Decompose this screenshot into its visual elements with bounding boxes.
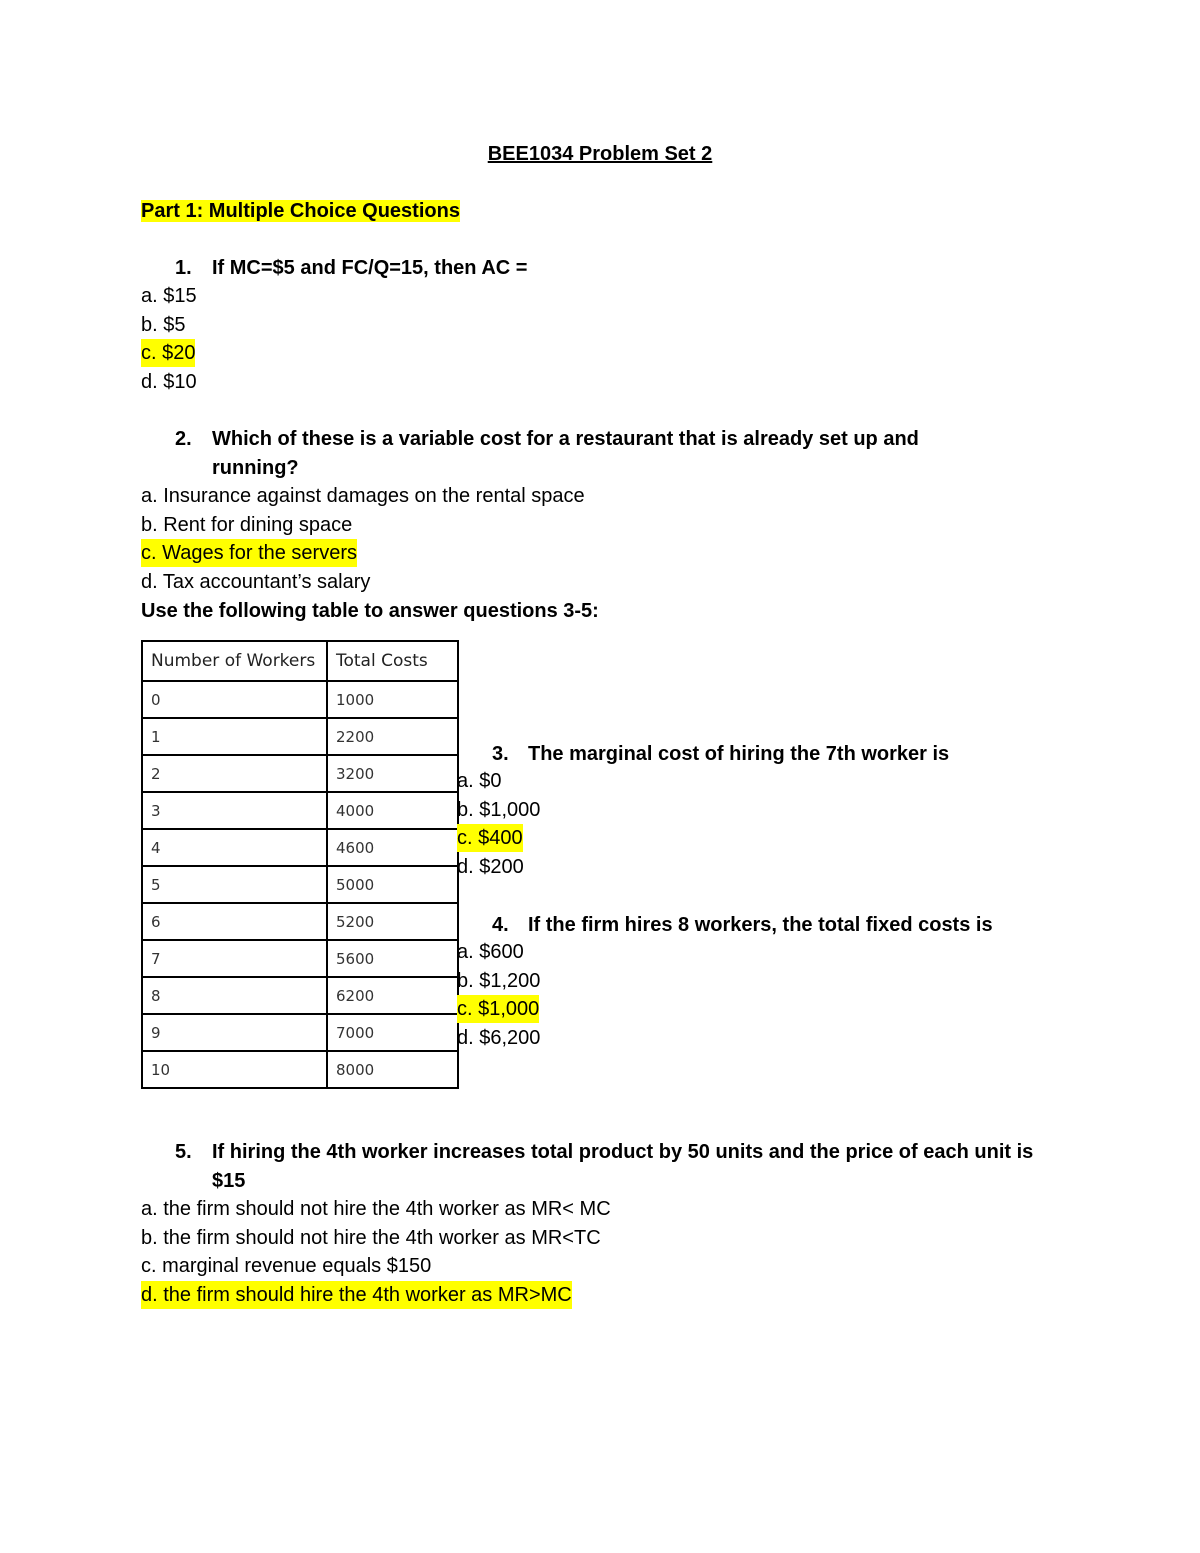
workers-cell: 1 <box>142 718 327 755</box>
question-1-number: 1. <box>175 257 192 279</box>
question-4-option-d: d. $6,200 <box>457 1027 541 1049</box>
question-2-text: Which of these is a variable cost for a restaurant that is already set up and running? <box>212 428 919 479</box>
table-row <box>142 940 458 977</box>
total-costs-cell: 5200 <box>327 903 458 940</box>
question-4-option-c-answer: c. $1,000 <box>457 995 539 1023</box>
document-title: BEE1034 Problem Set 2 <box>487 143 713 165</box>
total-costs-cell: 5000 <box>327 866 458 903</box>
total-costs-cell: 5600 <box>327 940 458 977</box>
question-5-number: 5. <box>175 1141 192 1163</box>
workers-cell: 2 <box>142 755 327 792</box>
question-3-option-d: d. $200 <box>457 856 524 878</box>
table-row <box>142 866 458 903</box>
workers-cell: 0 <box>142 681 327 718</box>
question-2-option-a: a. Insurance against damages on the rental space <box>141 485 585 507</box>
question-2-option-b: b. Rent for dining space <box>141 514 353 536</box>
total-costs-cell: 7000 <box>327 1014 458 1051</box>
table-row <box>142 829 458 866</box>
total-costs-cell: 4600 <box>327 829 458 866</box>
question-5-option-c: c. marginal revenue equals $150 <box>141 1255 432 1277</box>
question-2-number: 2. <box>175 428 192 450</box>
table-row <box>142 755 458 792</box>
workers-cell: 10 <box>142 1051 327 1088</box>
table-header-row <box>142 641 458 681</box>
question-5-option-b: b. the firm should not hire the 4th worker as MR<TC <box>141 1227 601 1249</box>
total-costs-cell: 3200 <box>327 755 458 792</box>
part1-heading <box>141 197 460 225</box>
workers-cell: 6 <box>142 903 327 940</box>
question-3-option-c-answer: c. $400 <box>457 824 523 852</box>
total-costs-cell: 2200 <box>327 718 458 755</box>
question-2-option-c-answer: c. Wages for the servers <box>141 539 357 567</box>
total-costs-cell: 8000 <box>327 1051 458 1088</box>
question-3-number: 3. <box>492 743 509 765</box>
workers-cell: 8 <box>142 977 327 1014</box>
total-costs-cell: 4000 <box>327 792 458 829</box>
table-row <box>142 681 458 718</box>
table-intro: Use the following table to answer questions 3-5: <box>141 600 599 622</box>
table-row <box>142 1051 458 1088</box>
question-4-option-a: a. $600 <box>457 941 524 963</box>
question-4-option-b: b. $1,200 <box>457 970 541 992</box>
question-1-option-b: b. $5 <box>141 314 186 336</box>
question-5-option-d-answer: d. the firm should hire the 4th worker as MR>MC <box>141 1281 572 1309</box>
question-5-text: If hiring the 4th worker increases total product by 50 units and the price of each unit is $15 <box>212 1141 1034 1192</box>
header-total-costs: Total Costs <box>327 641 458 681</box>
question-2-option-d: d. Tax accountant’s salary <box>141 571 371 593</box>
workers-cell: 3 <box>142 792 327 829</box>
question-1-option-d: d. $10 <box>141 371 197 393</box>
total-costs-cell: 1000 <box>327 681 458 718</box>
question-4-number: 4. <box>492 914 509 936</box>
table-row <box>142 792 458 829</box>
workers-cell: 4 <box>142 829 327 866</box>
table-row <box>142 903 458 940</box>
header-number-of-workers: Number of Workers <box>142 641 327 681</box>
part1-heading-text: Part 1: Multiple Choice Questions <box>141 200 460 222</box>
workers-cell: 5 <box>142 866 327 903</box>
question-3-option-a: a. $0 <box>457 770 502 792</box>
table-row <box>142 977 458 1014</box>
question-1-option-c-answer: c. $20 <box>141 339 195 367</box>
workers-cell: 9 <box>142 1014 327 1051</box>
total-costs-cell: 6200 <box>327 977 458 1014</box>
table-row <box>142 718 458 755</box>
table-row <box>142 1014 458 1051</box>
question-4-text: If the firm hires 8 workers, the total fixed costs is <box>528 914 993 936</box>
question-1-option-a: a. $15 <box>141 285 197 307</box>
question-5-option-a: a. the firm should not hire the 4th worker as MR< MC <box>141 1198 611 1220</box>
workers-cell: 7 <box>142 940 327 977</box>
costs-table <box>141 640 459 1089</box>
question-1-text: If MC=$5 and FC/Q=15, then AC = <box>212 257 528 279</box>
question-3-option-b: b. $1,000 <box>457 799 541 821</box>
question-3-text: The marginal cost of hiring the 7th worker is <box>528 743 950 765</box>
